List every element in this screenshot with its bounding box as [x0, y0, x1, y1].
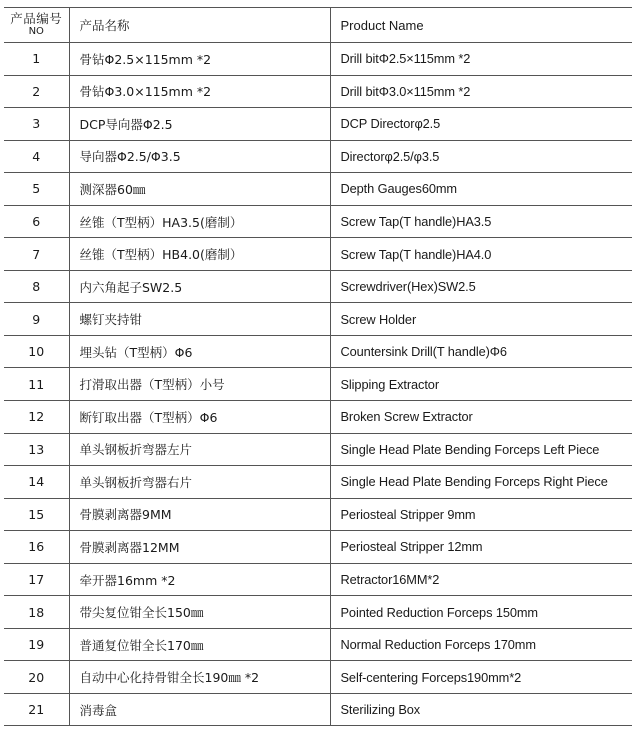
row-number-cell: 14	[4, 466, 69, 499]
row-name-en-cell: Screw Tap(T handle)HA3.5	[330, 205, 632, 238]
row-name-en-cell: Normal Reduction Forceps 170mm	[330, 628, 632, 661]
row-name-en-cell: Sterilizing Box	[330, 693, 632, 726]
row-name-en-cell: DCP Directorφ2.5	[330, 108, 632, 141]
row-number-cell: 7	[4, 238, 69, 271]
row-name-en-cell: Retractor16MM*2	[330, 563, 632, 596]
table-row	[4, 466, 632, 499]
table-row	[4, 368, 632, 401]
row-number-cell: 5	[4, 173, 69, 206]
row-name-en-cell: Countersink Drill(T handle)Φ6	[330, 335, 632, 368]
row-name-en-cell: Drill bitΦ2.5×115mm *2	[330, 43, 632, 76]
row-name-cn-cell: 断钉取出器（T型柄）Φ6	[69, 401, 330, 434]
row-number-cell: 12	[4, 401, 69, 434]
row-name-en-cell: Single Head Plate Bending Forceps Left Piece	[330, 433, 632, 466]
table-row	[4, 563, 632, 596]
row-name-en-cell: Slipping Extractor	[330, 368, 632, 401]
row-name-cn-cell: 骨钻Φ2.5×115mm *2	[69, 43, 330, 76]
header-product-number	[4, 8, 69, 43]
row-number-cell: 11	[4, 368, 69, 401]
row-name-en-cell: Depth Gauges60mm	[330, 173, 632, 206]
table-row	[4, 531, 632, 564]
row-number-cell: 1	[4, 43, 69, 76]
row-number-cell: 4	[4, 140, 69, 173]
table-row	[4, 75, 632, 108]
table-row	[4, 270, 632, 303]
row-name-en-cell: Periosteal Stripper 12mm	[330, 531, 632, 564]
row-number-cell: 15	[4, 498, 69, 531]
table-row	[4, 303, 632, 336]
table-row	[4, 108, 632, 141]
table-row	[4, 498, 632, 531]
row-name-cn-cell: 内六角起子SW2.5	[69, 270, 330, 303]
table-row	[4, 661, 632, 694]
table-row	[4, 401, 632, 434]
row-name-cn-cell: 牵开器16mm *2	[69, 563, 330, 596]
row-name-cn-cell: 丝锥（T型柄）HA3.5(磨制）	[69, 205, 330, 238]
table-row	[4, 628, 632, 661]
row-name-cn-cell: 骨钻Φ3.0×115mm *2	[69, 75, 330, 108]
row-number-cell: 8	[4, 270, 69, 303]
row-number-cell: 3	[4, 108, 69, 141]
row-number-cell: 20	[4, 661, 69, 694]
row-name-en-cell: Directorφ2.5/φ3.5	[330, 140, 632, 173]
row-name-cn-cell: 普通复位钳全长170㎜	[69, 628, 330, 661]
row-number-cell: 16	[4, 531, 69, 564]
row-number-cell: 19	[4, 628, 69, 661]
header-product-name-cn: 产品名称	[69, 8, 330, 43]
row-number-cell: 17	[4, 563, 69, 596]
table-body	[4, 43, 632, 726]
row-name-cn-cell: 带尖复位钳全长150㎜	[69, 596, 330, 629]
row-name-cn-cell: 骨膜剥离器9MM	[69, 498, 330, 531]
header-product-number-cn: 产品编号	[10, 10, 63, 26]
row-name-cn-cell: 螺钉夹持钳	[69, 303, 330, 336]
table-row	[4, 596, 632, 629]
header-product-number-en: NO	[28, 25, 44, 37]
row-number-cell: 9	[4, 303, 69, 336]
row-name-cn-cell: 丝锥（T型柄）HB4.0(磨制）	[69, 238, 330, 271]
row-number-cell: 10	[4, 335, 69, 368]
table-header	[4, 8, 632, 43]
row-name-cn-cell: DCP导向器Φ2.5	[69, 108, 330, 141]
table-row	[4, 43, 632, 76]
header-row	[4, 8, 632, 43]
row-name-en-cell: Self-centering Forceps190mm*2	[330, 661, 632, 694]
table-row	[4, 238, 632, 271]
row-name-en-cell: Screw Holder	[330, 303, 632, 336]
row-name-cn-cell: 自动中心化持骨钳全长190㎜ *2	[69, 661, 330, 694]
table-row	[4, 205, 632, 238]
row-name-en-cell: Pointed Reduction Forceps 150mm	[330, 596, 632, 629]
product-table	[4, 7, 632, 726]
row-name-en-cell: Drill bitΦ3.0×115mm *2	[330, 75, 632, 108]
table-row	[4, 335, 632, 368]
row-number-cell: 6	[4, 205, 69, 238]
row-number-cell: 2	[4, 75, 69, 108]
table-row	[4, 693, 632, 726]
row-number-cell: 21	[4, 693, 69, 726]
row-name-en-cell: Screw Tap(T handle)HA4.0	[330, 238, 632, 271]
row-name-cn-cell: 打滑取出器（T型柄）小号	[69, 368, 330, 401]
row-name-en-cell: Periosteal Stripper 9mm	[330, 498, 632, 531]
row-name-cn-cell: 单头钢板折弯器右片	[69, 466, 330, 499]
header-product-name-en: Product Name	[330, 8, 632, 43]
row-name-cn-cell: 消毒盒	[69, 693, 330, 726]
row-name-cn-cell: 导向器Φ2.5/Φ3.5	[69, 140, 330, 173]
table-row	[4, 433, 632, 466]
row-name-en-cell: Broken Screw Extractor	[330, 401, 632, 434]
row-name-cn-cell: 骨膜剥离器12MM	[69, 531, 330, 564]
table-row	[4, 140, 632, 173]
row-name-en-cell: Screwdriver(Hex)SW2.5	[330, 270, 632, 303]
row-name-cn-cell: 埋头钻（T型柄）Φ6	[69, 335, 330, 368]
row-name-en-cell: Single Head Plate Bending Forceps Right Piece	[330, 466, 632, 499]
row-name-cn-cell: 测深器60㎜	[69, 173, 330, 206]
row-name-cn-cell: 单头钢板折弯器左片	[69, 433, 330, 466]
row-number-cell: 13	[4, 433, 69, 466]
table-row	[4, 173, 632, 206]
row-number-cell: 18	[4, 596, 69, 629]
